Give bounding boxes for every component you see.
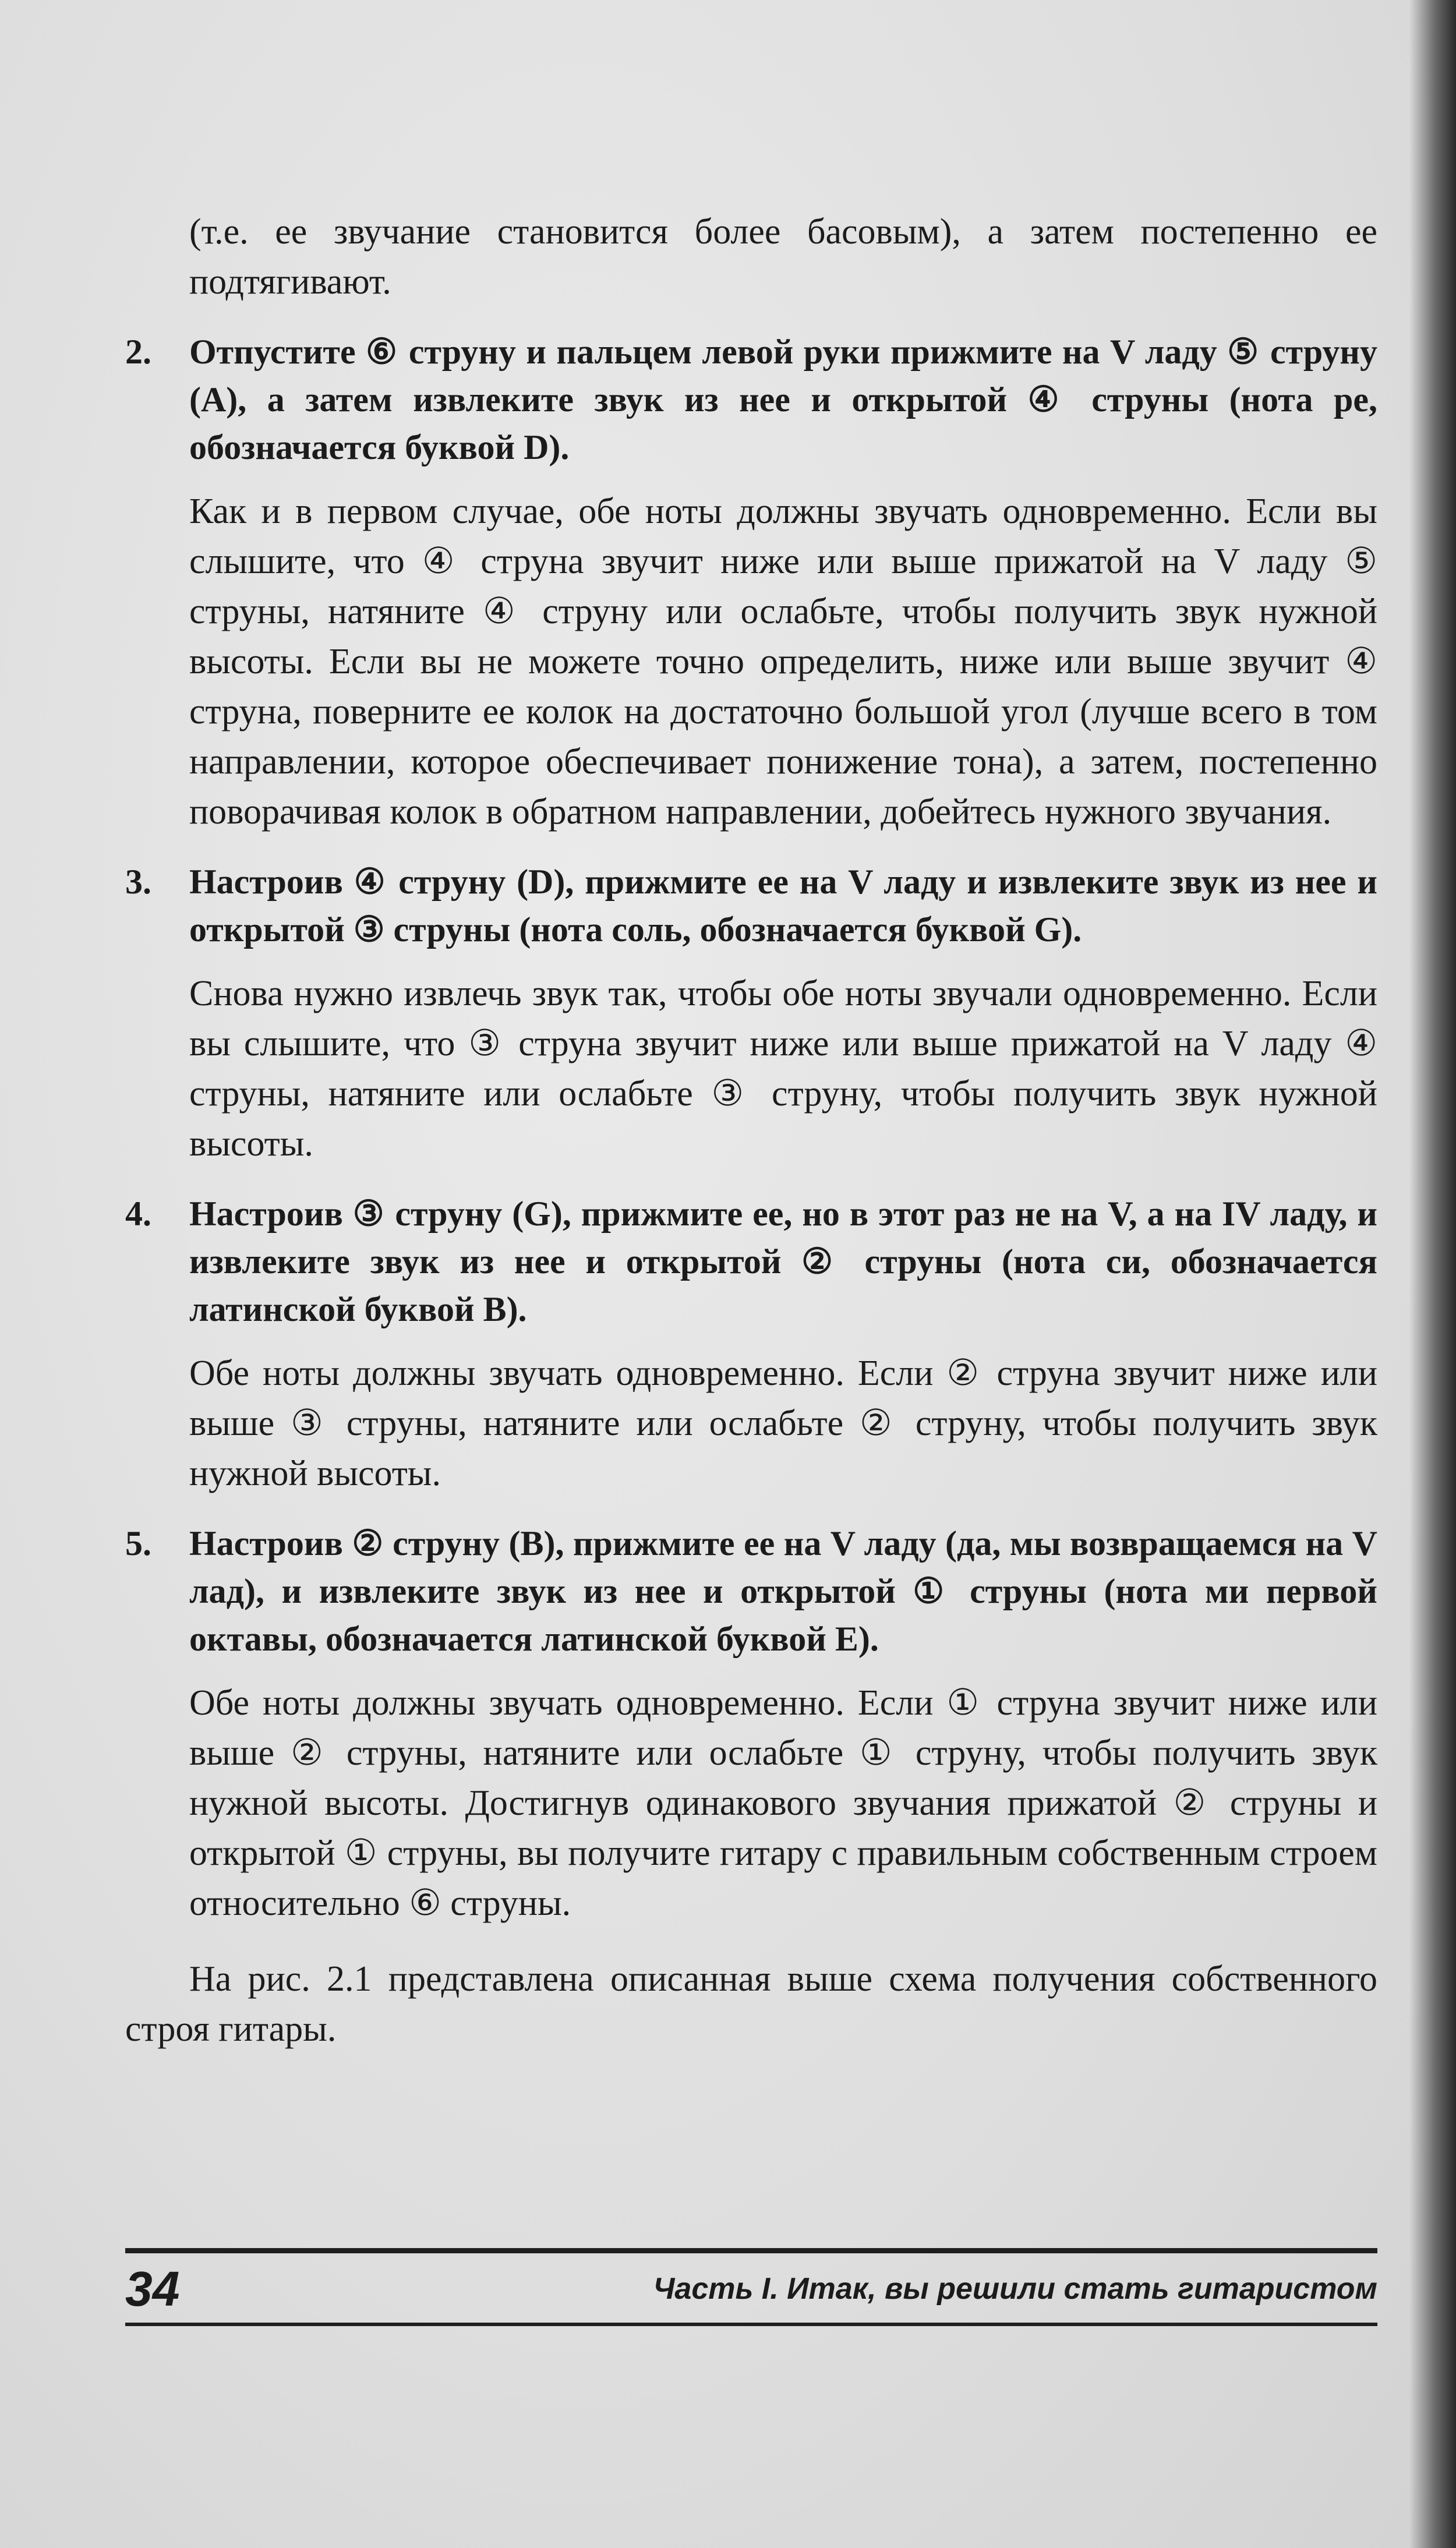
footer-rule-bottom (125, 2323, 1377, 2326)
item-body: Обе ноты должны звучать одновременно. Если ① струна звучит ниже или выше ② струны, натяните или ослабьте ① струну, чтобы получить звук нужной высоты. Достигнув одинакового звучания прижатой ② струны и открытой ① струны, вы получите гитару с правильным собственным строем относительно ⑥ струны. (189, 1683, 1377, 1923)
item-heading-text: Настроив ② струну (B), прижмите ее на V ладу (да, мы возвращаемся на V лад), и извлеките звук из нее и открытой ① струны (нота ми первой октавы, обозначается латинской буквой E). (189, 1524, 1377, 1658)
page-number: 34 (125, 2261, 180, 2316)
item-number: 4. (125, 1195, 151, 1233)
item-heading (125, 1190, 1377, 1333)
item-heading-text: Настроив ③ струну (G), прижмите ее, но в этот раз не на V, а на IV ладу, и извлеките звук из нее и открытой ② струны (нота си, обозначается латинской буквой B). (189, 1195, 1377, 1328)
continuation-paragraph: (т.е. ее звучание становится более басовым), а затем постепенно ее подтягивают. (189, 212, 1377, 302)
page-binding-shadow (1409, 0, 1456, 2548)
item-heading (125, 858, 1377, 953)
item-body: Обе ноты должны звучать одновременно. Если ② струна звучит ниже или выше ③ струны, натяните или ослабьте ② струну, чтобы получить звук нужной высоты. (189, 1353, 1377, 1493)
page-content (125, 207, 1377, 2054)
list-item-2 (125, 328, 1377, 837)
item-heading (125, 1519, 1377, 1663)
item-number: 2. (125, 333, 151, 371)
list-item-4 (125, 1190, 1377, 1499)
item-number: 5. (125, 1524, 151, 1563)
final-paragraph: На рис. 2.1 представлена описанная выше схема получения собственного строя гитары. (125, 1959, 1377, 2049)
item-heading-text: Настроив ④ струну (D), прижмите ее на V ладу и извлеките звук из нее и открытой ③ струны (нота соль, обозначается буквой G). (189, 863, 1377, 949)
item-heading (125, 328, 1377, 471)
list-item-3 (125, 858, 1377, 1169)
item-heading-text: Отпустите ⑥ струну и пальцем левой руки прижмите на V ладу ⑤ струну (A), а затем извлеките звук из нее и открытой ④ струны (нота ре, обозначается буквой D). (189, 333, 1377, 467)
item-number: 3. (125, 863, 151, 901)
running-head: Часть I. Итак, вы решили стать гитаристом (653, 2272, 1377, 2306)
item-body: Как и в первом случае, обе ноты должны звучать одновременно. Если вы слышите, что ④ струна звучит ниже или выше прижатой на V ладу ⑤ струны, натяните ④ струну или ослабьте, чтобы получить звук нужной высоты. Если вы не можете точно определить, ниже или выше звучит ④ струна, поверните ее колок на достаточно большой угол (лучше всего в том направлении, которое обеспечивает понижение тона), а затем, постепенно поворачивая колок в обратном направлении, добейтесь нужного звучания. (189, 492, 1377, 832)
list-item-5 (125, 1519, 1377, 1928)
page-footer (125, 2255, 1377, 2323)
footer-rule-top (125, 2248, 1377, 2253)
item-body: Снова нужно извлечь звук так, чтобы обе ноты звучали одновременно. Если вы слышите, что ③ струна звучит ниже или выше прижатой на V ладу ④ струны, натяните или ослабьте ③ струну, чтобы получить звук нужной высоты. (189, 974, 1377, 1164)
